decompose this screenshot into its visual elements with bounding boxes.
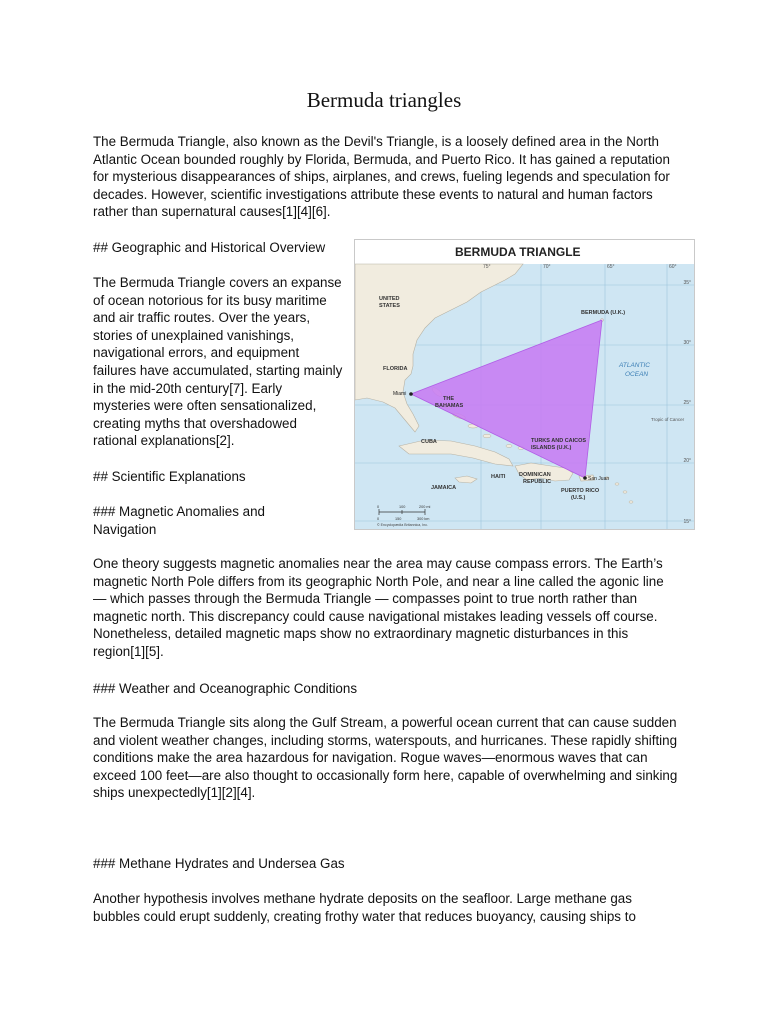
magnetic-heading: ### Magnetic Anomalies and Navigation: [93, 504, 265, 537]
bermuda-triangle-map: [354, 239, 695, 530]
label-jamaica: JAMAICA: [431, 485, 457, 491]
magnetic-paragraph: One theory suggests magnetic anomalies near the area may cause compass errors. The Earth’s magnetic North Pole differs from its geographic North Pole, and near a line called the agonic line — which passes through the Bermuda Triangle — compasses point to true north rather than magnetic north. This discrepancy could cause navigational mistakes leading vessels off course. Nonetheless, detailed magnetic maps show no extraordinary magnetic disturbances in this region[1][5].: [93, 556, 664, 659]
label-miami: Miami: [393, 391, 407, 397]
lat-label-20: 20°: [683, 458, 691, 464]
scale-km-150: 150: [395, 517, 402, 521]
lon-label-70: 70°: [543, 264, 551, 270]
weather-paragraph: The Bermuda Triangle sits along the Gulf Stream, a powerful ocean current that can cause sudden and violent weather changes, including storms, waterspouts, and hurricanes. These rapidly shifting conditions make the area hazardous for navigation. Rogue waves—enormous waves that can exceed 100 feet—are also thought to occasionally form here, capable of overwhelming and sinking ships unexpectedly[1][2][4].: [93, 715, 678, 801]
scientific-heading: ## Scientific Explanations: [93, 469, 246, 484]
scale-mi-100: 100: [399, 505, 406, 509]
scale-km-0: 0: [377, 517, 380, 521]
label-the-bahamas-2: BAHAMAS: [435, 403, 464, 409]
intro-paragraph: The Bermuda Triangle, also known as the Devil's Triangle, is a loosely defined area in the North Atlantic Ocean bounded roughly by Florida, Bermuda, and Puerto Rico. It has gained a reputation for mysterious disappearances of ships, airplanes, and crews, fueling legends and speculation for decades. However, scientific investigations attribute these events to natural and human factors rather than supernatural causes[1][4][6].: [93, 134, 670, 220]
label-florida: FLORIDA: [383, 366, 408, 372]
lat-label-15: 15°: [683, 519, 691, 525]
label-bermuda: BERMUDA (U.K.): [581, 310, 626, 316]
scale-mi-0: 0: [377, 505, 380, 509]
label-dominican-2: REPUBLIC: [523, 479, 552, 485]
scale-km-300: 300 km: [417, 517, 430, 521]
lon-label-65: 65°: [607, 264, 615, 270]
miami-dot: [409, 392, 413, 396]
weather-heading: ### Weather and Oceanographic Conditions: [93, 681, 358, 696]
label-cuba: CUBA: [421, 439, 437, 445]
label-puerto-rico: PUERTO RICO: [561, 488, 600, 494]
label-turks: TURKS AND CAICOS: [531, 438, 587, 444]
label-tropic-of-cancer: Tropic of Cancer: [651, 417, 685, 422]
label-dominican: DOMINICAN: [519, 472, 551, 478]
lon-label-60: 60°: [669, 264, 677, 270]
lon-label-75: 75°: [483, 264, 491, 270]
label-the-bahamas: THE: [443, 396, 454, 402]
lat-label-35: 35°: [683, 280, 691, 286]
overview-paragraph: The Bermuda Triangle covers an expanse of ocean notorious for its busy maritime and air traffic routes. Over the years, stories of unexplained vanishings, navigational errors, and equipment failures have accumulated, starting mainly in the mid-20th century[7]. Early mysteries were often sensationalized, creating myths that overshadowed rational explanations[2].: [93, 275, 343, 449]
label-puerto-rico-2: (U.S.): [571, 495, 586, 501]
label-united-states-2: STATES: [379, 303, 400, 309]
methane-heading: ### Methane Hydrates and Undersea Gas: [93, 856, 345, 871]
san-juan-dot: [583, 476, 587, 480]
methane-paragraph: Another hypothesis involves methane hydrate deposits on the seafloor. Large methane gas bubbles could erupt suddenly, creating frothy water that reduces buoyancy, causing ships to: [93, 891, 636, 924]
label-san-juan: San Juan: [588, 476, 610, 482]
lat-label-25: 25°: [683, 400, 691, 406]
label-turks-2: ISLANDS (U.K.): [531, 445, 572, 451]
document-title: Bermuda triangles: [306, 88, 462, 112]
label-atlantic: ATLANTIC: [619, 362, 650, 369]
lat-label-30: 30°: [683, 340, 691, 346]
label-haiti: HAITI: [491, 474, 506, 480]
overview-heading: ## Geographic and Historical Overview: [93, 240, 326, 255]
label-ocean: OCEAN: [625, 371, 649, 378]
map-heading: BERMUDA TRIANGLE: [455, 245, 581, 259]
label-united-states: UNITED: [379, 296, 400, 302]
map-credit: © Encyclopædia Britannica, Inc.: [377, 523, 428, 527]
scale-mi-200: 200 mi: [419, 505, 431, 509]
